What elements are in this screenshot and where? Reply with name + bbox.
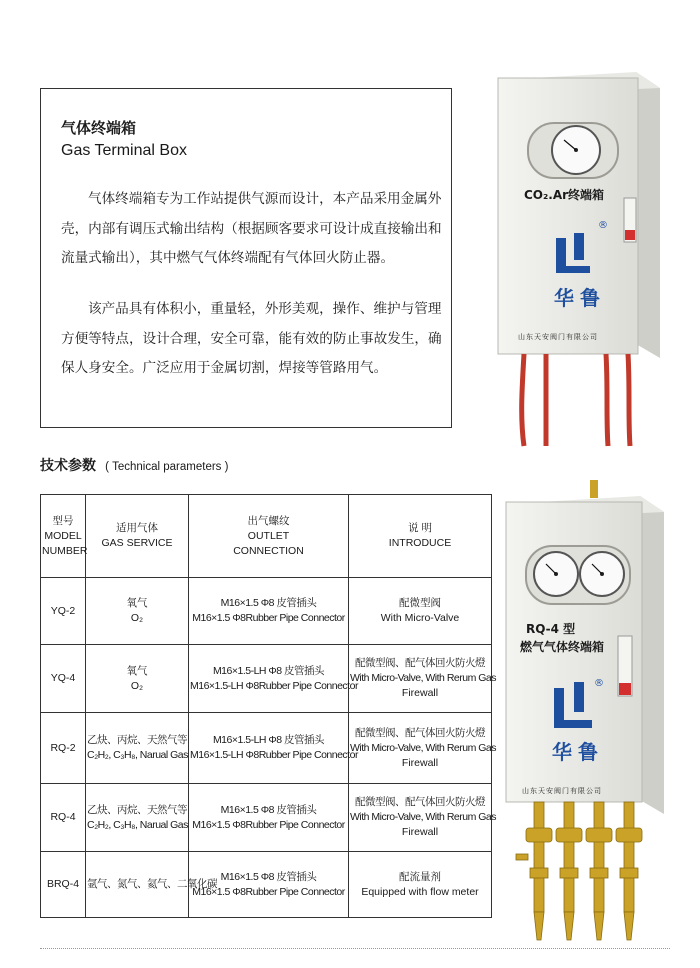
cell-model: BRQ-4 bbox=[41, 852, 86, 918]
brand-name-1: 华鲁 bbox=[554, 286, 606, 310]
table-row bbox=[41, 713, 492, 784]
intro-box bbox=[40, 88, 452, 428]
cell-gas bbox=[86, 784, 189, 852]
registered-mark-1: ® bbox=[598, 220, 608, 231]
header-outlet-en1: OUTLET bbox=[247, 529, 290, 542]
cell-introduce-en: With Micro-Valve, With Rerum Gas bbox=[350, 811, 496, 823]
cell-gas-cn: 乙炔、丙烷、天然气等 bbox=[87, 734, 187, 746]
header-model bbox=[41, 495, 86, 578]
cabinet-1-label: CO₂.Ar终端箱 bbox=[524, 188, 605, 202]
cabinet-illustration-2 bbox=[498, 478, 668, 948]
cell-introduce-en: Equipped with flow meter bbox=[361, 885, 479, 898]
cell-gas-en: O₂ bbox=[130, 679, 144, 692]
cell-introduce-en: With Micro-Valve bbox=[380, 612, 460, 624]
cell-outlet bbox=[189, 852, 349, 918]
header-outlet-en2: CONNECTION bbox=[233, 544, 304, 557]
cell-model: RQ-2 bbox=[41, 713, 86, 784]
cell-introduce-en2: Firewall bbox=[401, 826, 439, 838]
cell-outlet-cn: M16×1.5-LH Φ8 皮管插头 bbox=[212, 734, 325, 746]
cell-outlet-cn: M16×1.5 Φ8 皮管插头 bbox=[220, 803, 317, 816]
cell-outlet bbox=[189, 578, 349, 645]
header-introduce bbox=[349, 495, 492, 578]
cell-introduce-en: With Micro-Valve, With Rerum Gas bbox=[350, 741, 496, 754]
cell-outlet-cn: M16×1.5 Φ8 皮管插头 bbox=[220, 870, 317, 883]
product-photo-rq4-box bbox=[498, 478, 668, 948]
header-outlet bbox=[189, 495, 349, 578]
table-row bbox=[41, 645, 492, 713]
header-model-en1: MODEL bbox=[44, 529, 82, 542]
intro-title-en: Gas Terminal Box bbox=[61, 142, 187, 159]
cell-introduce-cn: 配微型阀、配气体回火防火燈 bbox=[355, 726, 485, 739]
product-photo-co2-box bbox=[494, 68, 664, 448]
table-header-row bbox=[41, 495, 492, 578]
cell-introduce-cn: 配流量剂 bbox=[399, 870, 441, 883]
header-introduce-en: INTRODUCE bbox=[388, 537, 452, 549]
cell-gas-en: O₂ bbox=[130, 612, 144, 624]
registered-mark-2: ® bbox=[594, 678, 604, 689]
cell-outlet-cn: M16×1.5 Φ8 皮管插头 bbox=[220, 597, 317, 609]
cell-introduce-en2: Firewall bbox=[401, 687, 439, 699]
header-model-en2: NUMBER bbox=[42, 544, 88, 557]
cell-introduce-en: With Micro-Valve, With Rerum Gas bbox=[350, 672, 496, 684]
cell-introduce bbox=[349, 784, 496, 852]
cell-introduce bbox=[349, 852, 492, 918]
cell-gas-en: C₂H₂, C₃H₈, Narual Gas bbox=[87, 749, 188, 761]
intro-paragraph-1: 气体终端箱专为工作站提供气源而设计，本产品采用金属外壳，内部有调压式输出结构（根据顾客要求可设计成直接输出和流量式输出），其中燃气气体终端配有气体回火防止器。 bbox=[61, 191, 442, 266]
cell-outlet-en: M16×1.5-LH Φ8Rubber Pipe Connector bbox=[190, 749, 358, 761]
cell-introduce bbox=[349, 645, 496, 713]
cell-gas bbox=[86, 852, 217, 918]
cell-gas-cn: 氩气、氮气、氦气、二氧化碳 bbox=[87, 878, 217, 890]
intro-paragraph-2: 该产品具有体积小，重量轻，外形美观，操作、维护与管理方便等特点，设计合理，安全可靠，能有效的防止事故发生，确保人身安全。广泛应用于金属切割，焊接等管路用气。 bbox=[61, 301, 442, 376]
cell-gas-cn: 氧气 bbox=[126, 664, 148, 677]
cell-introduce bbox=[349, 713, 496, 784]
table-row bbox=[41, 852, 492, 918]
cell-outlet-en: M16×1.5 Φ8Rubber Pipe Connector bbox=[192, 612, 345, 624]
cell-outlet-en: M16×1.5 Φ8Rubber Pipe Connector bbox=[192, 885, 345, 898]
intro-title-cn: 气体终端箱 bbox=[61, 119, 137, 137]
table-row bbox=[41, 578, 492, 645]
cell-introduce-cn: 配微型阀、配气体回火防火燈 bbox=[355, 657, 485, 669]
brand-name-2: 华鲁 bbox=[552, 740, 604, 764]
company-name-2: 山东天安阀门有限公司 bbox=[522, 787, 602, 795]
cell-introduce bbox=[349, 578, 492, 645]
cell-introduce-cn: 配微型阀 bbox=[399, 597, 441, 609]
cabinet-illustration-1 bbox=[494, 68, 664, 448]
cell-gas-cn: 氧气 bbox=[126, 597, 148, 609]
cell-outlet bbox=[189, 713, 358, 784]
cell-introduce-en2: Firewall bbox=[401, 756, 439, 769]
header-introduce-cn: 说 明 bbox=[408, 522, 432, 534]
cabinet-2-label-line1: RQ-4 型 bbox=[526, 622, 576, 636]
cell-model: YQ-4 bbox=[41, 645, 86, 713]
cell-gas bbox=[86, 713, 189, 784]
spec-table bbox=[40, 494, 496, 918]
cell-model: RQ-4 bbox=[41, 784, 86, 852]
cell-gas-cn: 乙炔、丙烷、天然气等 bbox=[87, 803, 187, 816]
cell-gas bbox=[86, 578, 189, 645]
header-gas-cn: 适用气体 bbox=[116, 522, 158, 534]
cabinet-2-label-line2: 燃气气体终端箱 bbox=[520, 640, 605, 654]
cell-outlet-en: M16×1.5-LH Φ8Rubber Pipe Connector bbox=[190, 679, 358, 692]
header-gas bbox=[86, 495, 189, 578]
header-gas-en: GAS SERVICE bbox=[101, 537, 173, 549]
cell-outlet-cn: M16×1.5-LH Φ8 皮管插头 bbox=[212, 664, 325, 677]
cell-outlet bbox=[189, 784, 349, 852]
tech-title-en: ( Technical parameters ) bbox=[105, 461, 229, 473]
cell-outlet bbox=[189, 645, 358, 713]
header-model-cn: 型号 bbox=[52, 514, 74, 527]
cell-gas bbox=[86, 645, 189, 713]
cell-gas-en: C₂H₂, C₃H₈, Narual Gas bbox=[87, 818, 188, 831]
cell-model: YQ-2 bbox=[41, 578, 86, 645]
header-outlet-cn: 出气螺纹 bbox=[247, 514, 290, 527]
cell-outlet-en: M16×1.5 Φ8Rubber Pipe Connector bbox=[192, 818, 345, 831]
footer-divider bbox=[40, 948, 670, 949]
table-row bbox=[41, 784, 492, 852]
company-name-1: 山东天安阀门有限公司 bbox=[518, 333, 598, 341]
tech-title bbox=[40, 455, 228, 475]
tech-title-cn: 技术参数 bbox=[40, 458, 96, 474]
cell-introduce-cn: 配微型阀、配气体回火防火燈 bbox=[355, 796, 485, 808]
